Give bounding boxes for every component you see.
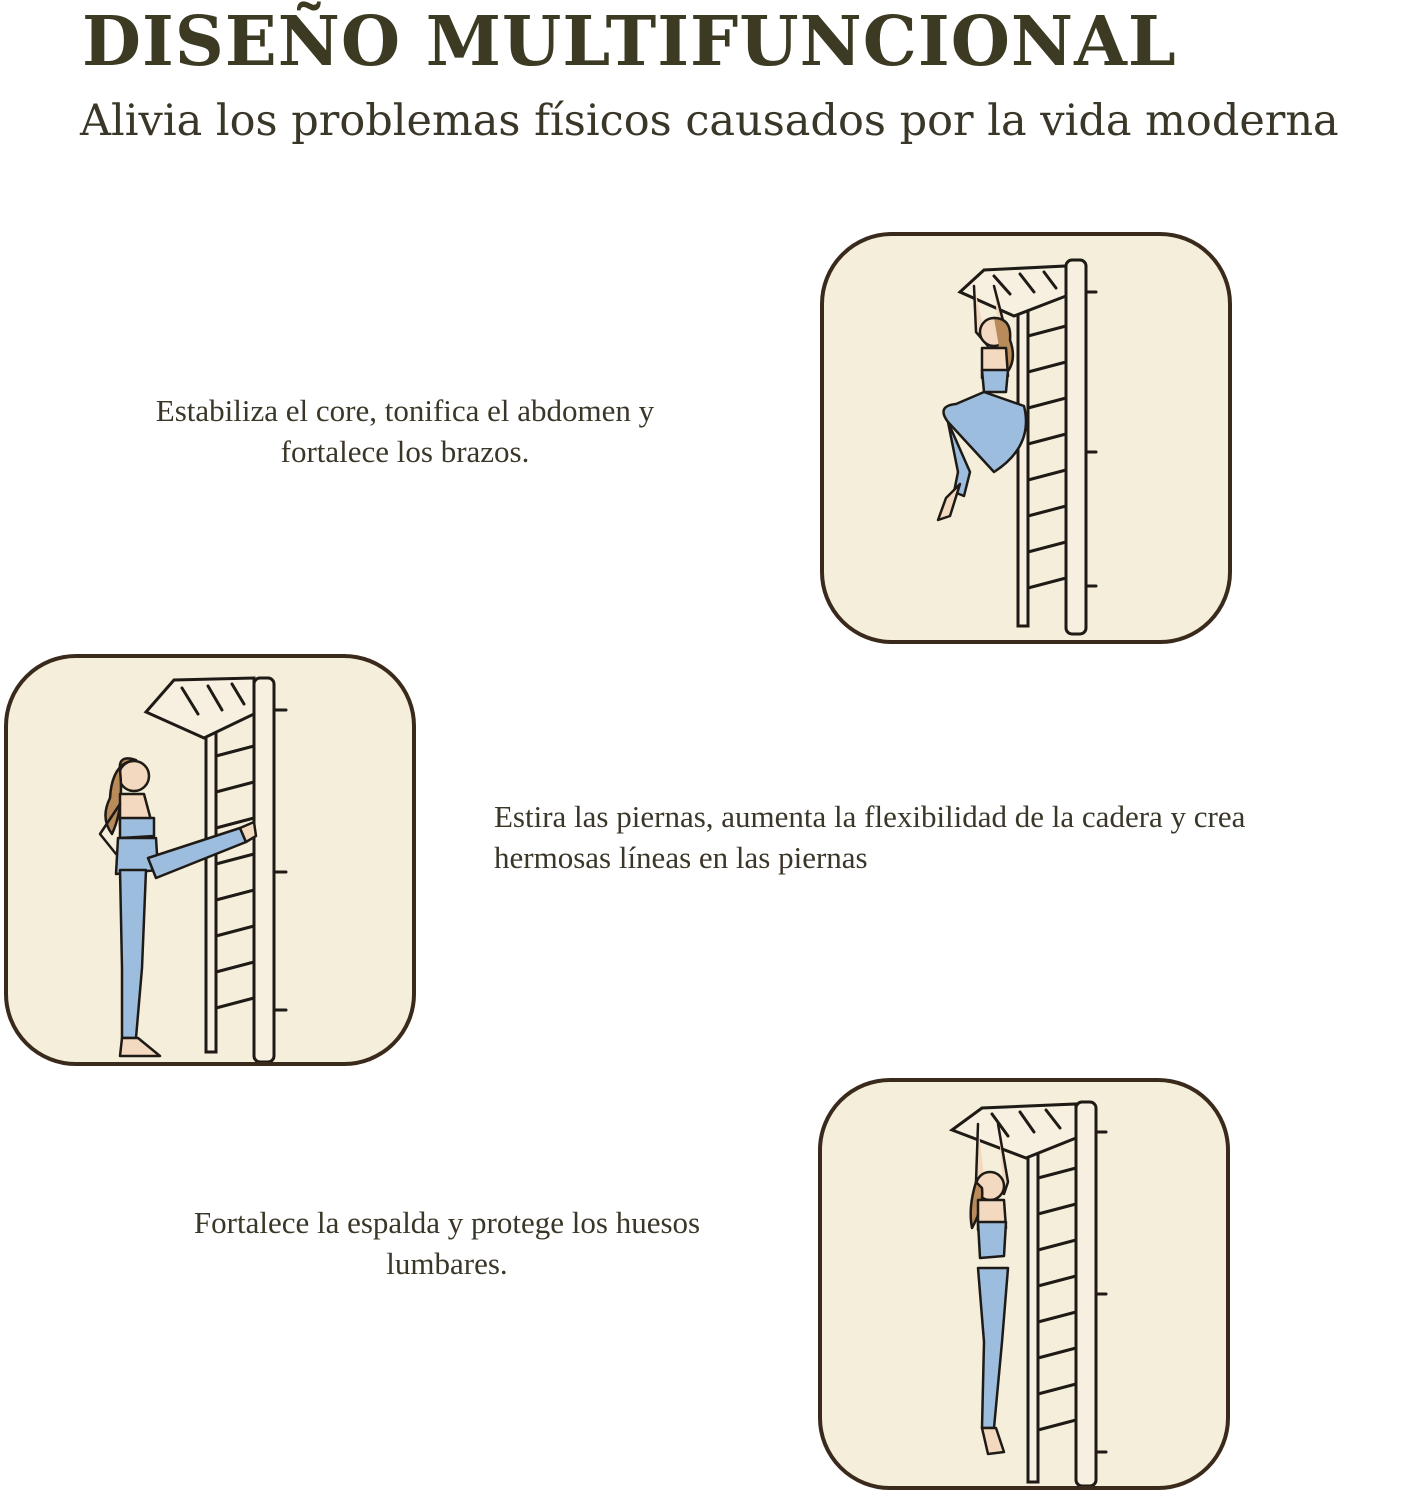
feature-caption-core — [90, 390, 720, 472]
caption-line: Estabiliza el core, tonifica el abdomen y — [155, 393, 655, 428]
dead-hang-illustration — [818, 1078, 1230, 1490]
caption-line: Estira las piernas, aumenta la flexibilidad de la cadera y crea — [494, 799, 1246, 834]
caption-line: fortalece los brazos. — [280, 434, 530, 469]
wall-bars-icon — [824, 236, 1228, 640]
wall-bars-icon — [822, 1082, 1226, 1486]
caption-line: lumbares. — [386, 1246, 508, 1281]
wall-bars-icon — [8, 658, 412, 1062]
knee-raise-hang-illustration — [820, 232, 1232, 644]
feature-caption-back — [130, 1202, 764, 1284]
caption-line: hermosas líneas en las piernas — [494, 840, 868, 875]
feature-caption-legs — [494, 796, 1410, 878]
page-title: DISEÑO MULTIFUNCIONAL — [82, 2, 1177, 82]
leg-stretch-illustration — [4, 654, 416, 1066]
caption-line: Fortalece la espalda y protege los huesos — [193, 1205, 701, 1240]
page-subtitle: Alivia los problemas físicos causados por la vida moderna — [80, 96, 1339, 146]
